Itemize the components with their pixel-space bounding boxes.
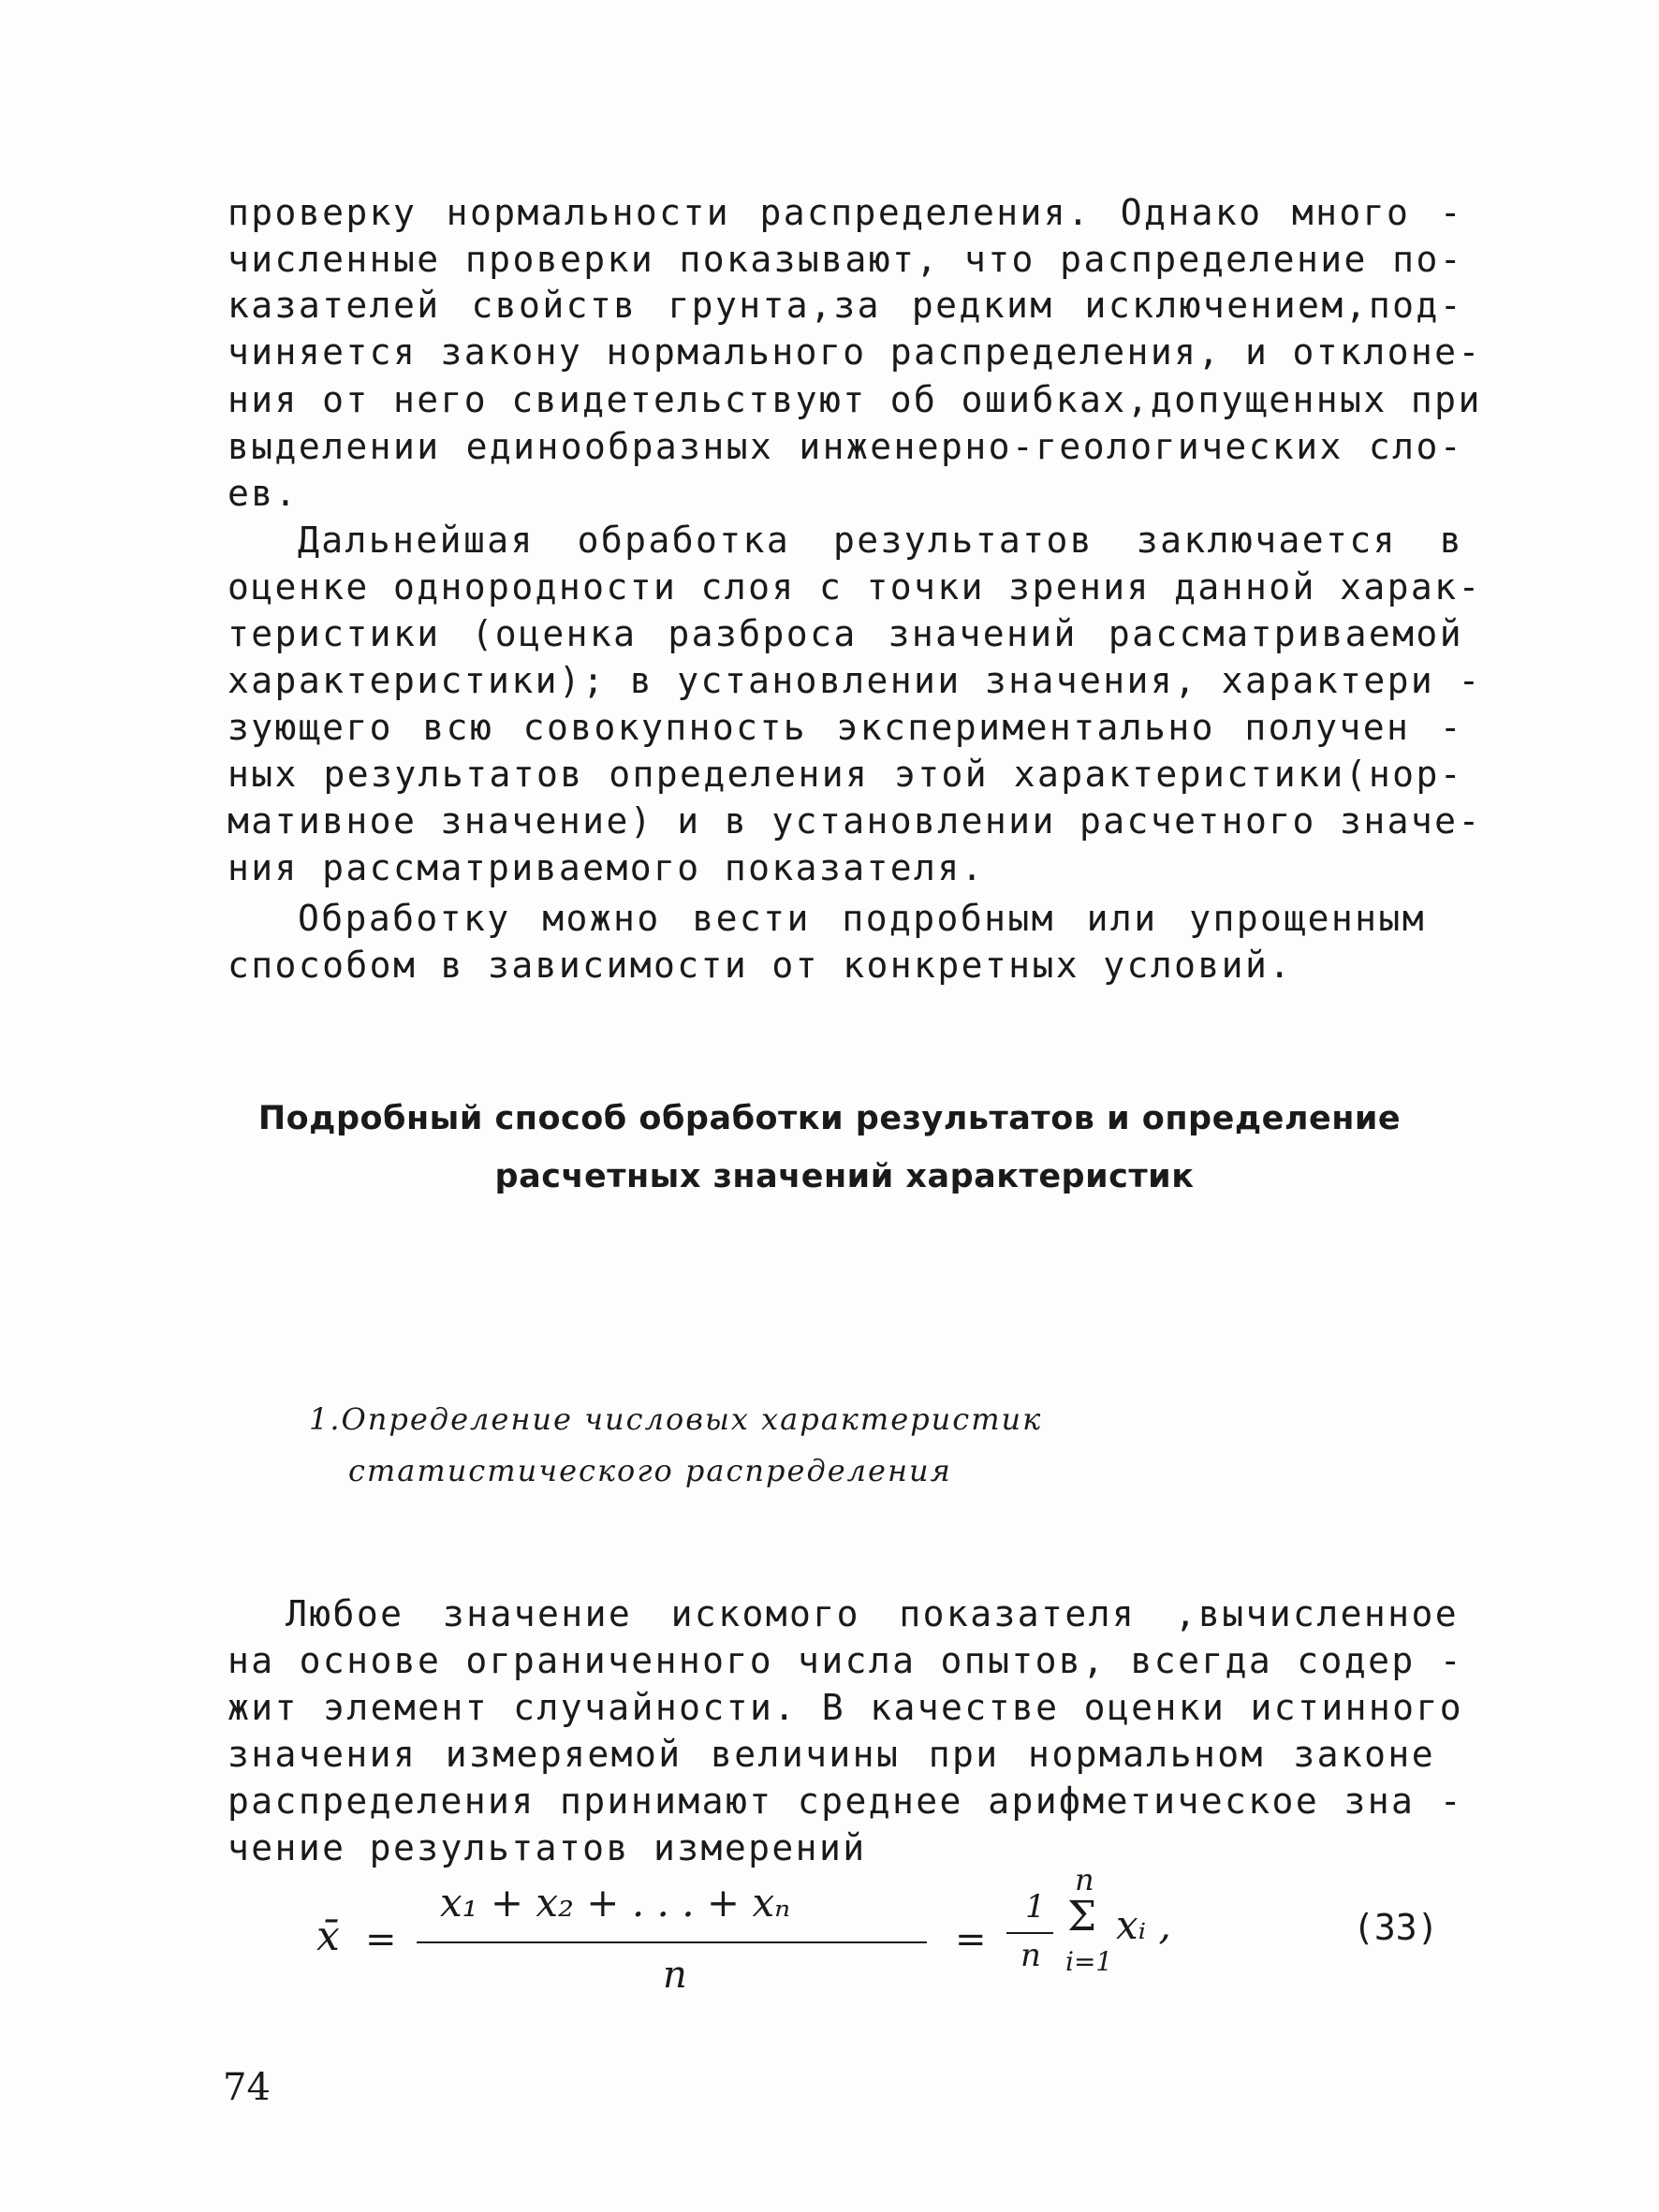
formula-sum-term: xᵢ ,: [1116, 1902, 1171, 1948]
text-line: чиняется закону нормального распределения, и отклоне-: [228, 331, 1482, 373]
text-line: жит элемент случайности. В качестве оценки истинного: [228, 1687, 1463, 1728]
text-line: характеристики); в установлении значения, характери -: [228, 660, 1482, 701]
section-heading: расчетных значений характеристик: [494, 1158, 1195, 1195]
text-line: мативное значение) и в установлении расчетного значе-: [228, 800, 1482, 842]
page-number: 74: [223, 2066, 271, 2109]
text-line: ных результатов определения этой характеристики(нор-: [228, 754, 1463, 795]
formula-mean: [309, 1862, 1245, 2071]
text-line: казателей свойств грунта,за редким исключением,под-: [228, 285, 1463, 326]
text-line: оценке однородности слоя с точки зрения данной харак-: [228, 566, 1482, 608]
formula-equals: =: [365, 1918, 397, 1961]
formula-equals: =: [955, 1918, 987, 1961]
formula-numerator: x₁ + x₂ + . . . + xₙ: [440, 1880, 791, 1926]
text-line: выделении единообразных инженерно-геологических сло-: [228, 426, 1463, 467]
formula-sum-lower: i=1: [1065, 1946, 1113, 1977]
formula-coef-denominator: n: [1020, 1937, 1041, 1974]
text-line: зующего всю совокупность экспериментально получен -: [228, 707, 1463, 748]
formula-sum-sign: Σ: [1067, 1893, 1097, 1941]
fraction-bar: [417, 1941, 927, 1943]
formula-coef-numerator: 1: [1025, 1888, 1046, 1926]
text-line: ев.: [228, 473, 299, 514]
formula-lhs: x̄: [316, 1912, 340, 1960]
text-line: значения измеряемой величины при нормальном законе: [228, 1734, 1435, 1775]
subsection-heading: статистического распределения: [348, 1453, 952, 1488]
text-line: проверку нормальности распределения. Однако много -: [228, 192, 1463, 233]
text-line: на основе ограниченного числа опытов, всегда содер -: [228, 1640, 1463, 1681]
text-line: Дальнейшая обработка результатов заключается в: [298, 520, 1463, 561]
subsection-heading: 1.Определение числовых характеристик: [309, 1401, 1043, 1437]
text-line: способом в зависимости от конкретных условий.: [228, 945, 1293, 986]
text-line: чение результатов измерений: [228, 1827, 867, 1868]
text-line: теристики (оценка разброса значений рассматриваемой: [228, 613, 1463, 654]
text-line: ния рассматриваемого показателя.: [228, 847, 985, 888]
section-heading: Подробный способ обработки результатов и определение: [257, 1100, 1402, 1137]
text-line: распределения принимают среднее арифметическое зна -: [228, 1780, 1463, 1822]
text-line: Любое значение искомого показателя ,вычисленное: [286, 1593, 1459, 1634]
text-line: ния от него свидетельствуют об ошибках,допущенных при: [228, 379, 1482, 420]
formula-denominator: n: [663, 1954, 687, 1997]
text-line: Обработку можно вести подробным или упрощенным: [298, 898, 1426, 939]
equation-number: (33): [1353, 1907, 1439, 1948]
fraction-bar: [1006, 1932, 1053, 1934]
formula-sum-upper: n: [1075, 1862, 1094, 1897]
text-line: численные проверки показывают, что распределение по-: [228, 239, 1463, 280]
